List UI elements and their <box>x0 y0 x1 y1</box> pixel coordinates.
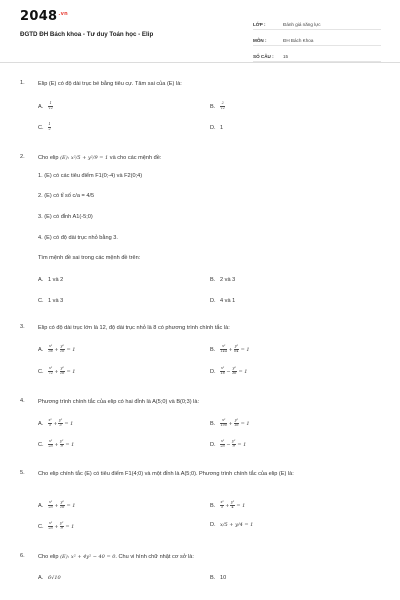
fraction: $\frac{\text{y²}}{64}$ <box>234 344 239 353</box>
question-3 <box>20 324 382 375</box>
document-title: ĐGTD ĐH Bách khoa - Tư duy Toán học - Elip <box>20 31 154 38</box>
option-d[interactable]: D. x/5 + y/4 = 1 <box>210 522 254 528</box>
meta-row-class <box>253 14 381 30</box>
fraction: $\frac{\text{y²}}{9}$ <box>232 439 236 448</box>
option-c[interactable]: C. $\frac{\text{x²}}{25}$ + $\frac{\text{y²}}{9}$ = 1 <box>38 521 75 530</box>
question-number: 6. <box>20 553 25 559</box>
question-text: Phương trình chính tắc của elip có hai đỉnh là A(5;0) và B(0;3) là: <box>38 399 200 405</box>
meta-row-subject <box>253 30 381 46</box>
meta-label: LỚP : <box>253 22 266 27</box>
option-a[interactable]: A. $\frac{1}{√2}$ <box>38 101 53 110</box>
meta-label: MÔN : <box>253 38 267 43</box>
header-divider <box>0 62 400 63</box>
option-a[interactable]: A. $\frac{\text{x²}}{5}$ + $\frac{\text{y²}}{3}$ = 1 <box>38 418 74 427</box>
question-text: Elip có độ dài trục lớn là 12, độ dài trục nhỏ là 8 có phương trình chính tắc là: <box>38 325 230 331</box>
fraction: $\frac{\text{x²}}{36}$ <box>48 344 53 353</box>
fraction: $\frac{\text{y²}}{16}$ <box>60 366 65 375</box>
site-logo[interactable]: $2048^{.vn}$ <box>20 9 69 24</box>
option-b[interactable]: B. $\frac{\text{x²}}{144}$ + $\frac{\text{y²}}{64}$ = 1 <box>210 344 250 353</box>
option-b[interactable]: B. $\frac{\text{x²}}{100}$ + $\frac{\text{y²}}{16}$ = 1 <box>210 418 250 427</box>
option-c[interactable]: C. 1 và 3 <box>38 298 64 304</box>
fraction: $\frac{\text{x²}}{25}$ <box>48 439 53 448</box>
option-b[interactable]: B. 10 <box>210 575 227 581</box>
fraction: $\frac{\text{x²}}{100}$ <box>220 418 227 427</box>
question-1 <box>20 80 382 131</box>
fraction: $\frac{\text{y²}}{9}$ <box>60 521 64 530</box>
fraction: $\frac{\text{x²}}{25}$ <box>220 439 225 448</box>
fraction: $\frac{\text{x²}}{25}$ <box>48 521 53 530</box>
option-d[interactable]: D. $\frac{\text{x²}}{25}$ − $\frac{\text{y²}}{9}$ = 1 <box>210 439 247 448</box>
question-text: Cho elip (E): x² + 4y² − 40 = 0. Chu vi hình chữ nhật cơ sở là: <box>38 554 194 560</box>
meta-label: SỐ CÂU : <box>253 54 274 59</box>
question-4 <box>20 398 382 448</box>
question-5 <box>20 470 382 530</box>
question-text: Elip (E) có độ dài trục bé bằng tiêu cự. Tâm sai của (E) là: <box>38 81 182 87</box>
statement: 4. (E) có độ dài trục nhỏ bằng 3. <box>38 235 118 241</box>
fraction: $\frac{\text{y²}}{16}$ <box>60 344 65 353</box>
option-c[interactable]: C. $\frac{\text{x²}}{25}$ + $\frac{\text{y²}}{9}$ = 1 <box>38 439 75 448</box>
question-prompt: Tìm mệnh đề sai trong các mệnh đề trên: <box>38 255 141 261</box>
option-a[interactable]: A. 1 và 2 <box>38 277 64 283</box>
meta-value: 15 <box>283 54 289 59</box>
fraction: $\frac{\text{y²}}{36}$ <box>232 366 237 375</box>
question-text: Cho elip chính tắc (E) có tiêu điểm F1(4;0) và một đỉnh là A(5;0). Phương trình chính tắc của elip (E) là: <box>38 471 294 477</box>
option-d[interactable]: D. 1 <box>210 125 224 131</box>
statement: 2. (E) có tỉ số c/a = 4/5 <box>38 193 95 199</box>
fraction: $\frac{\text{y²}}{16}$ <box>234 418 239 427</box>
option-c[interactable]: C. $\frac{1}{2}$ <box>38 122 51 131</box>
question-number: 5. <box>20 470 25 476</box>
fraction: $\frac{\text{y²}}{16}$ <box>60 500 65 509</box>
meta-row-count <box>253 46 381 62</box>
equation: (E): x²/5 + y²/9 = 1 <box>60 155 109 161</box>
question-number: 2. <box>20 154 25 160</box>
fraction: $\frac{\text{x²}}{25}$ <box>48 500 53 509</box>
question-number: 1. <box>20 80 25 86</box>
meta-info <box>253 14 381 62</box>
statement: 3. (E) có đỉnh A1(-5;0) <box>38 214 93 220</box>
question-number: 4. <box>20 398 25 404</box>
option-d[interactable]: D. 4 và 1 <box>210 298 236 304</box>
question-text: Cho elip (E): x²/5 + y²/9 = 1 và cho các mệnh đề: <box>38 155 162 161</box>
meta-value: ĐH Bách Khoa <box>283 38 314 43</box>
question-6 <box>20 553 382 581</box>
option-c[interactable]: C. $\frac{\text{x²}}{72}$ + $\frac{\text{y²}}{16}$ = 1 <box>38 366 76 375</box>
statement: 1. (E) có các tiêu điểm F1(0;-4) và F2(0;4) <box>38 173 143 179</box>
option-b[interactable]: B. 2 và 3 <box>210 277 236 283</box>
fraction: $\frac{\text{x²}}{5}$ <box>48 418 52 427</box>
fraction: $\frac{\text{x²}}{16}$ <box>220 366 225 375</box>
option-b[interactable]: B. $\frac{\text{x²}}{5}$ + $\frac{\text{y²}}{4}$ = 1 <box>210 500 246 509</box>
fraction: $\frac{\text{x²}}{72}$ <box>48 366 53 375</box>
option-b[interactable]: B. $\frac{2}{√2}$ <box>210 101 225 110</box>
option-a[interactable]: A. 6√10 <box>38 575 61 581</box>
option-d[interactable]: D. $\frac{\text{x²}}{16}$ − $\frac{\text{y²}}{36}$ = 1 <box>210 366 248 375</box>
option-a[interactable]: A. $\frac{\text{x²}}{36}$ + $\frac{\text{y²}}{16}$ = 1 <box>38 344 76 353</box>
question-number: 3. <box>20 324 25 330</box>
option-a[interactable]: A. $\frac{\text{x²}}{25}$ + $\frac{\text{y²}}{16}$ = 1 <box>38 500 76 509</box>
meta-value: Đánh giá năng lực <box>283 22 321 27</box>
fraction: $\frac{\text{y²}}{3}$ <box>58 418 63 427</box>
fraction: $\frac{\text{x²}}{5}$ <box>220 500 224 509</box>
fraction: $\frac{\text{y²}}{4}$ <box>230 500 235 509</box>
fraction: $\frac{\text{x²}}{144}$ <box>220 344 227 353</box>
question-2 <box>20 154 382 304</box>
equation: (E): x² + 4y² − 40 = 0 <box>60 554 116 560</box>
fraction: $\frac{\text{y²}}{9}$ <box>60 439 64 448</box>
